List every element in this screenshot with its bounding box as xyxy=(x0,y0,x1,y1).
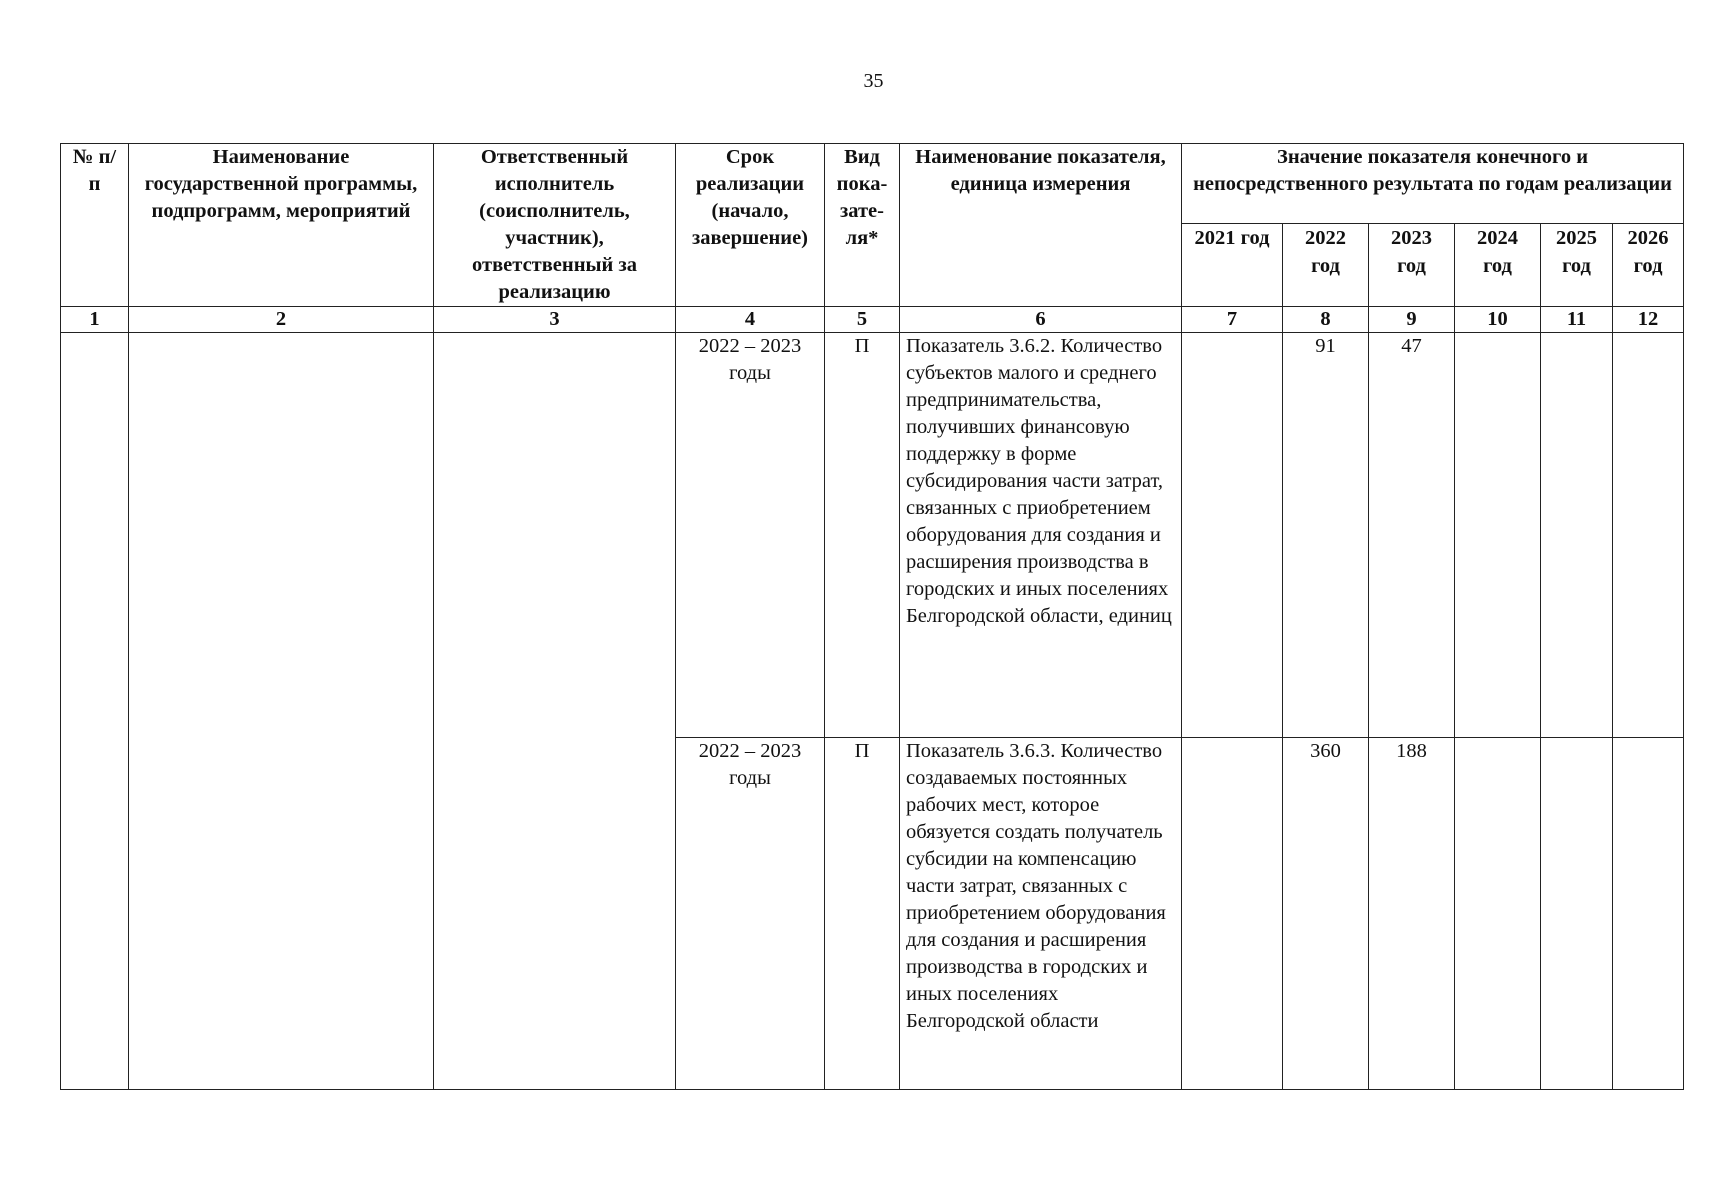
cell-value-2025 xyxy=(1541,738,1613,1090)
column-number: 6 xyxy=(900,307,1182,333)
cell-value-2021 xyxy=(1182,333,1283,738)
column-number: 2 xyxy=(129,307,434,333)
table-row xyxy=(61,333,1684,738)
cell-program-empty xyxy=(129,333,434,1090)
cell-value-2022: 91 xyxy=(1283,333,1369,738)
cell-value-2021 xyxy=(1182,738,1283,1090)
cell-responsible-empty xyxy=(434,333,676,1090)
header-responsible: Ответственный исполнитель (соисполнитель, участник), ответственный за реализацию xyxy=(434,144,676,307)
column-number: 12 xyxy=(1613,307,1684,333)
cell-value-2023: 47 xyxy=(1369,333,1455,738)
cell-value-2024 xyxy=(1455,333,1541,738)
header-year-2023: 2023 год xyxy=(1369,224,1455,307)
cell-indicator-name: Показатель 3.6.3. Количество создаваемых постоянных рабочих мест, которое обязуется создать получатель субсидии на компенсацию части затрат, связанных с приобретением оборудования для создания и расширения производства в городских и иных поселениях Белгородской области xyxy=(900,738,1182,1090)
cell-value-2025 xyxy=(1541,333,1613,738)
column-numbers-row xyxy=(61,307,1684,333)
cell-period: 2022 – 2023 годы xyxy=(676,333,825,738)
header-values-group: Значение показателя конечного и непосредственного результата по годам реализации xyxy=(1182,144,1684,224)
page-number: 35 xyxy=(863,70,884,92)
header-indicator-type: Вид пока-зате-ля* xyxy=(825,144,900,307)
cell-period: 2022 – 2023 годы xyxy=(676,738,825,1090)
cell-indicator-type: П xyxy=(825,333,900,738)
column-number: 3 xyxy=(434,307,676,333)
cell-value-2026 xyxy=(1613,333,1684,738)
header-year-2021: 2021 год xyxy=(1182,224,1283,307)
cell-indicator-name: Показатель 3.6.2. Количество субъектов малого и среднего предпринимательства, получивших финансовую поддержку в форме субсидирования части затрат, связанных с приобретением оборудования для создания и расширения производства в городских и иных поселениях Белгородской области, единиц xyxy=(900,333,1182,738)
header-program-name: Наименование государственной программы, подпрограмм, мероприятий xyxy=(129,144,434,307)
column-number: 8 xyxy=(1283,307,1369,333)
column-number: 4 xyxy=(676,307,825,333)
column-number: 1 xyxy=(61,307,129,333)
header-year-2026: 2026 год xyxy=(1613,224,1684,307)
header-year-2024: 2024 год xyxy=(1455,224,1541,307)
header-year-2025: 2025 год xyxy=(1541,224,1613,307)
column-number: 10 xyxy=(1455,307,1541,333)
column-number: 5 xyxy=(825,307,900,333)
header-period: Срок реализации (начало, завершение) xyxy=(676,144,825,307)
header-year-2022: 2022 год xyxy=(1283,224,1369,307)
column-number: 9 xyxy=(1369,307,1455,333)
header-number: № п/п xyxy=(61,144,129,307)
cell-indicator-type: П xyxy=(825,738,900,1090)
cell-value-2026 xyxy=(1613,738,1684,1090)
cell-value-2024 xyxy=(1455,738,1541,1090)
indicators-table xyxy=(60,143,1684,1090)
header-indicator-name: Наименование показателя, единица измерения xyxy=(900,144,1182,307)
column-number: 11 xyxy=(1541,307,1613,333)
cell-number-empty xyxy=(61,333,129,1090)
cell-value-2023: 188 xyxy=(1369,738,1455,1090)
cell-value-2022: 360 xyxy=(1283,738,1369,1090)
column-number: 7 xyxy=(1182,307,1283,333)
